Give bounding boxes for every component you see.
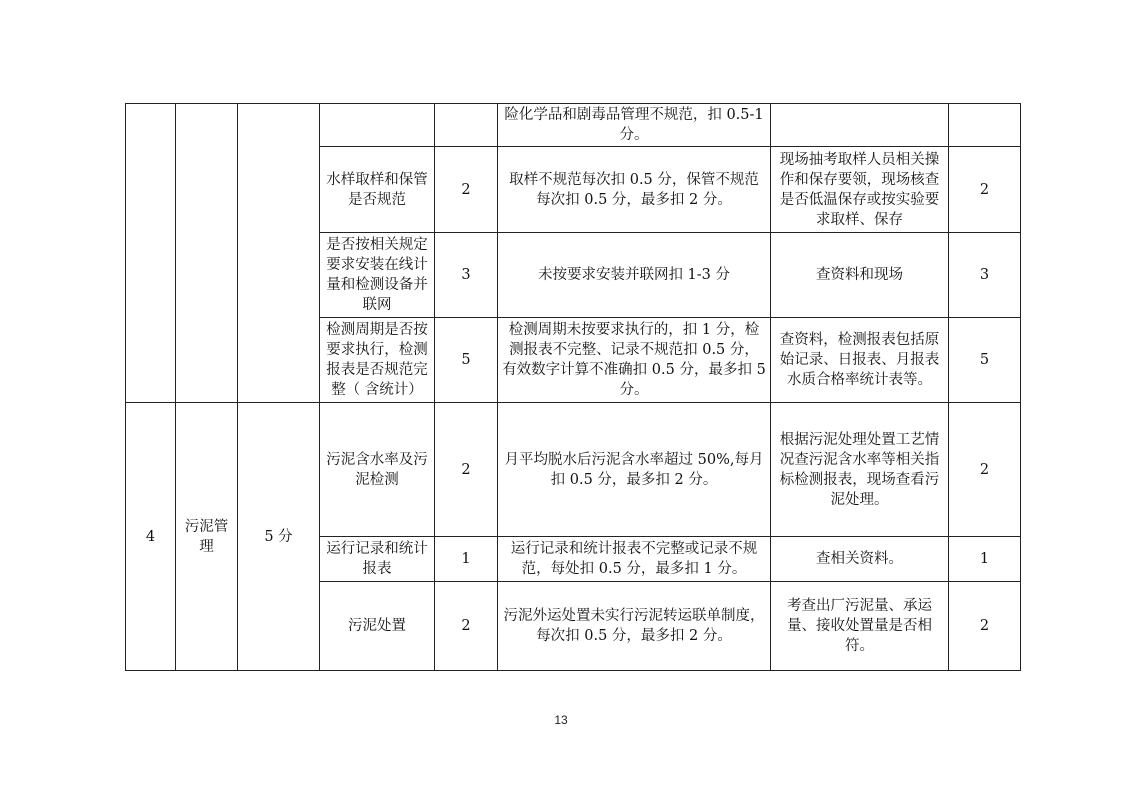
final-score-cell: 3 (949, 233, 1021, 318)
final-score-cell (949, 104, 1021, 147)
final-score-cell: 2 (949, 582, 1021, 671)
standard-cell: 险化学品和剧毒品管理不规范，扣 0.5-1 分。 (498, 104, 771, 147)
table-row (126, 104, 1021, 147)
method-cell: 查相关资料。 (771, 537, 949, 582)
table-row (126, 403, 1021, 537)
section-number: 4 (126, 403, 176, 671)
final-score-cell: 1 (949, 537, 1021, 582)
category-cell-continued (176, 104, 238, 403)
item-cell: 检测周期是否按要求执行，检测报表是否规范完整（ 含统计） (320, 318, 435, 403)
standard-cell: 检测周期未按要求执行的，扣 1 分，检测报表不完整、记录不规范扣 0.5 分，有效数字计算不准确扣 0.5 分，最多扣 5 分。 (498, 318, 771, 403)
no-cell-continued (126, 104, 176, 403)
standard-cell: 运行记录和统计报表不完整或记录不规范，每处扣 0.5 分，最多扣 1 分。 (498, 537, 771, 582)
final-score-cell: 2 (949, 403, 1021, 537)
item-cell: 是否按相关规定要求安装在线计量和检测设备并联网 (320, 233, 435, 318)
method-cell: 考查出厂污泥量、承运量、接收处置量是否相符。 (771, 582, 949, 671)
score-cell: 2 (435, 582, 498, 671)
page-number: 13 (554, 713, 568, 727)
score-cell: 1 (435, 537, 498, 582)
standard-cell: 污泥外运处置未实行污泥转运联单制度，每次扣 0.5 分，最多扣 2 分。 (498, 582, 771, 671)
section-points: 5 分 (238, 403, 320, 671)
item-cell (320, 104, 435, 147)
standard-cell: 月平均脱水后污泥含水率超过 50%,每月扣 0.5 分，最多扣 2 分。 (498, 403, 771, 537)
method-cell: 现场抽考取样人员相关操作和保存要领，现场核查是否低温保存或按实验要求取样、保存 (771, 147, 949, 233)
score-cell: 2 (435, 147, 498, 233)
item-cell: 运行记录和统计报表 (320, 537, 435, 582)
points-cell-continued (238, 104, 320, 403)
score-cell: 2 (435, 403, 498, 537)
method-cell: 根据污泥处理处置工艺情况查污泥含水率等相关指标检测报表，现场查看污泥处理。 (771, 403, 949, 537)
section-category: 污泥管理 (176, 403, 238, 671)
standard-cell: 取样不规范每次扣 0.5 分，保管不规范每次扣 0.5 分，最多扣 2 分。 (498, 147, 771, 233)
method-cell: 查资料和现场 (771, 233, 949, 318)
score-cell (435, 104, 498, 147)
item-cell: 污泥处置 (320, 582, 435, 671)
final-score-cell: 2 (949, 147, 1021, 233)
score-cell: 5 (435, 318, 498, 403)
item-cell: 污泥含水率及污泥检测 (320, 403, 435, 537)
item-cell: 水样取样和保管是否规范 (320, 147, 435, 233)
final-score-cell: 5 (949, 318, 1021, 403)
standard-cell: 未按要求安装并联网扣 1-3 分 (498, 233, 771, 318)
assessment-table (125, 103, 1021, 671)
method-cell (771, 104, 949, 147)
method-cell: 查资料，检测报表包括原始记录、日报表、月报表水质合格率统计表等。 (771, 318, 949, 403)
score-cell: 3 (435, 233, 498, 318)
